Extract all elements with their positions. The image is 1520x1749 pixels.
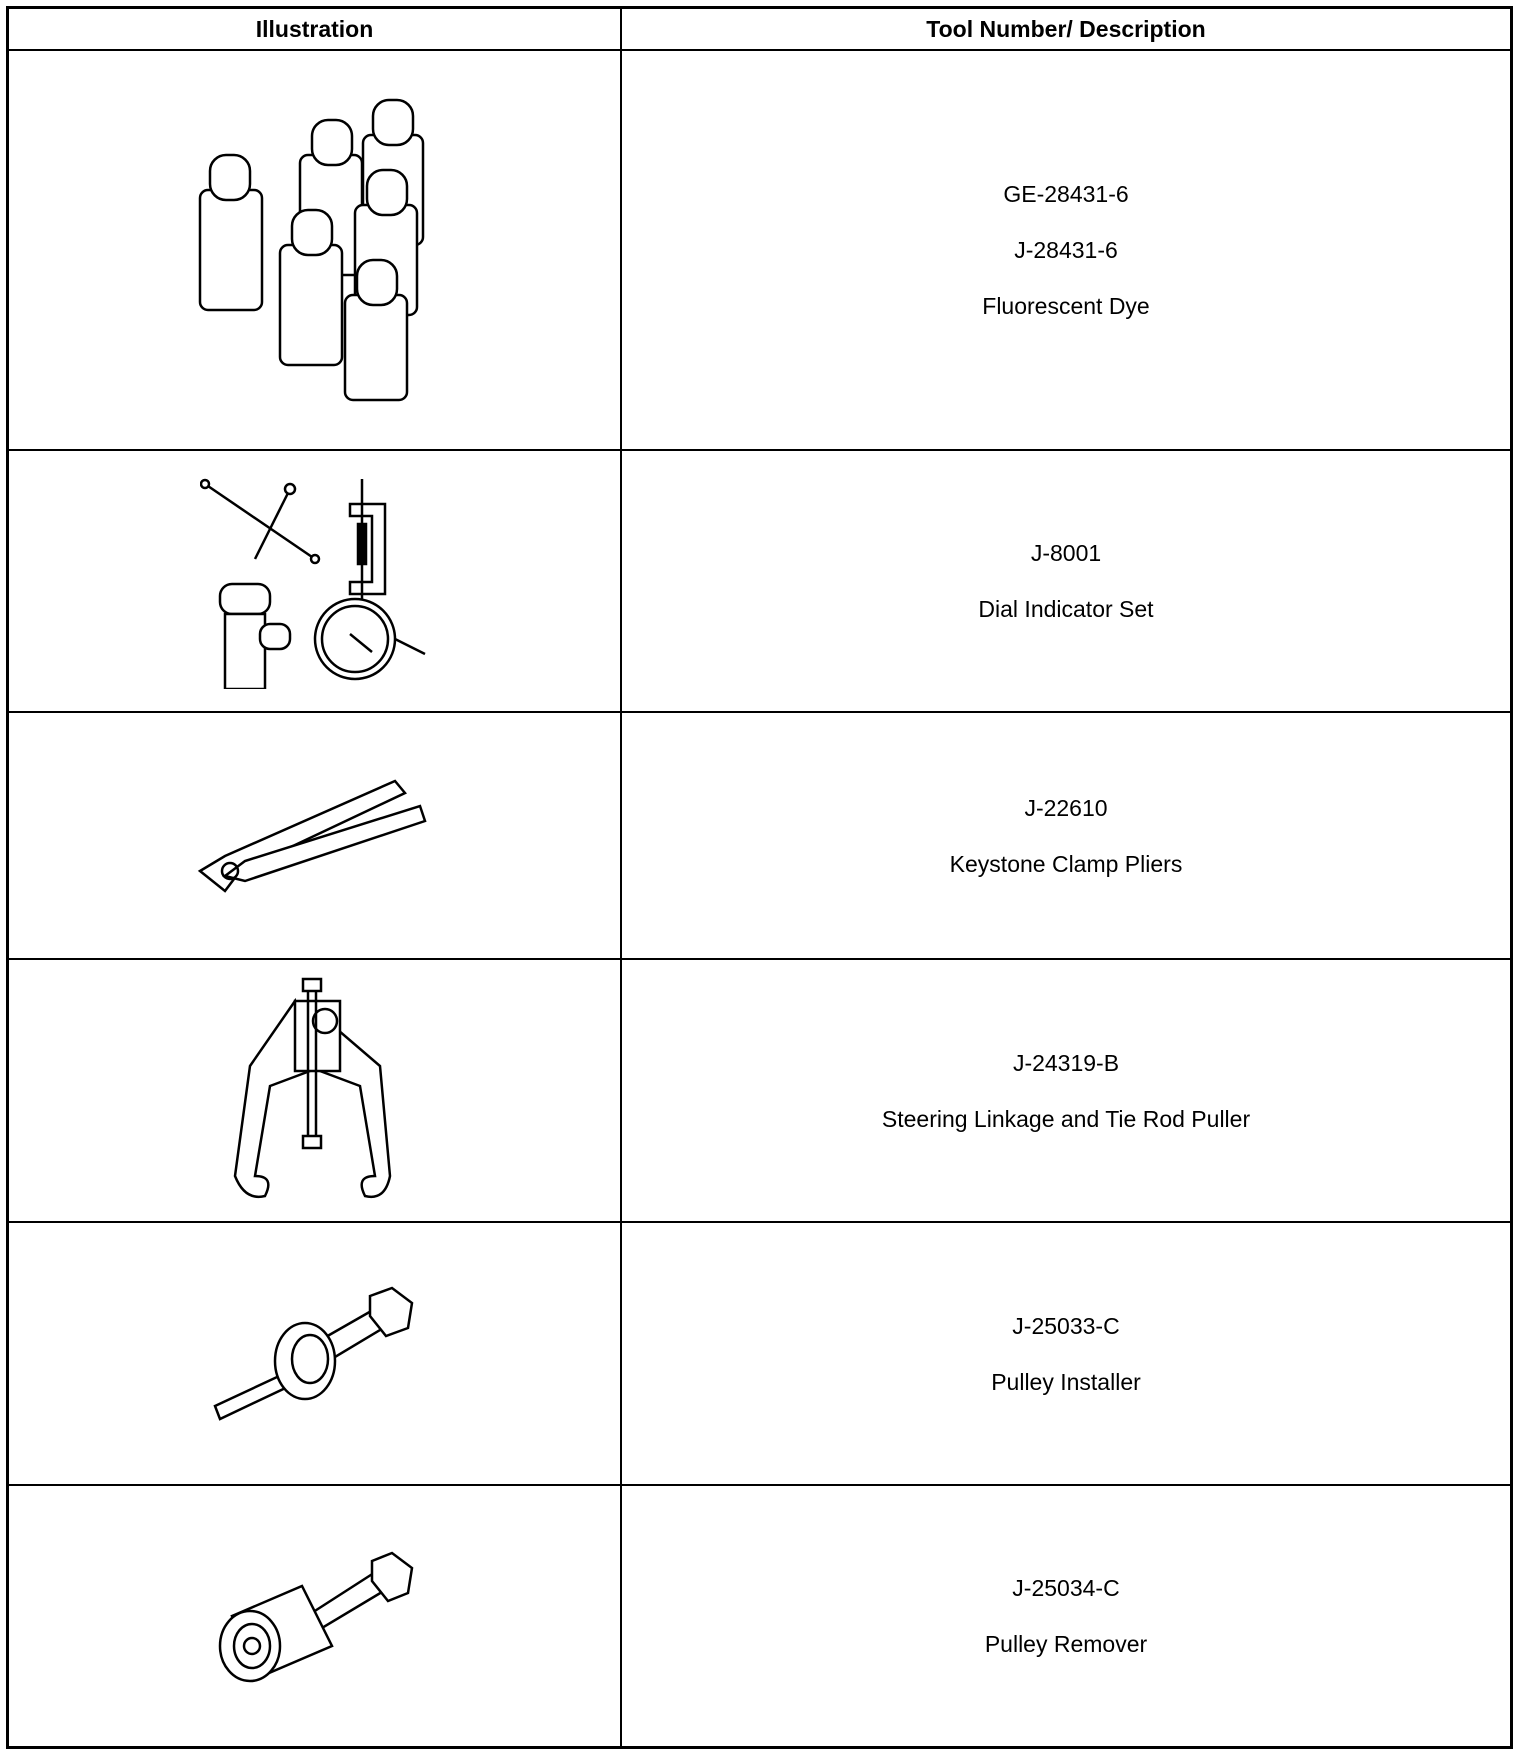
fluorescent-dye-bottles-icon — [195, 95, 435, 405]
description-cell — [621, 450, 1512, 712]
keystone-clamp-pliers-icon — [195, 776, 435, 896]
illustration-cell — [8, 1485, 622, 1747]
pulley-remover-icon — [212, 1546, 417, 1686]
tool-number: GE-28431-6 — [1003, 181, 1129, 207]
tool-description: Fluorescent Dye — [982, 293, 1150, 319]
table-row — [8, 1485, 1512, 1747]
illustration-cell — [8, 1222, 622, 1485]
tool-number: J-22610 — [1024, 794, 1108, 821]
description-cell — [621, 1222, 1512, 1485]
tool-number: J-24319-B — [1012, 1049, 1120, 1076]
tool-description: Pulley Installer — [991, 1368, 1141, 1395]
illustration-cell — [8, 450, 622, 712]
description-cell — [621, 959, 1512, 1222]
table-row — [8, 50, 1512, 450]
description-cell — [621, 712, 1512, 959]
tool-description: Dial Indicator Set — [978, 596, 1154, 622]
tool-number: J-25033-C — [1012, 1312, 1120, 1339]
tool-number: J-8001 — [1030, 540, 1102, 566]
illustration-cell — [8, 712, 622, 959]
table-row — [8, 959, 1512, 1222]
description-cell — [621, 50, 1512, 450]
illustration-header: Illustration — [8, 8, 622, 51]
tie-rod-puller-icon — [230, 976, 400, 1206]
special-tools-table — [6, 6, 1513, 1749]
tool-number-alt: J-28431-6 — [1014, 237, 1118, 263]
table-header-row — [8, 8, 1512, 51]
table-row — [8, 712, 1512, 959]
tool-description: Steering Linkage and Tie Rod Puller — [881, 1105, 1251, 1132]
tool-description: Pulley Remover — [984, 1630, 1148, 1657]
pulley-installer-icon — [210, 1281, 420, 1426]
table-row — [8, 1222, 1512, 1485]
table-row — [8, 450, 1512, 712]
description-header: Tool Number/ Description — [621, 8, 1512, 51]
description-cell — [621, 1485, 1512, 1747]
illustration-cell — [8, 50, 622, 450]
tool-description: Keystone Clamp Pliers — [949, 850, 1183, 877]
dial-indicator-set-icon — [200, 474, 430, 689]
tool-number: J-25034-C — [1012, 1574, 1120, 1601]
illustration-cell — [8, 959, 622, 1222]
